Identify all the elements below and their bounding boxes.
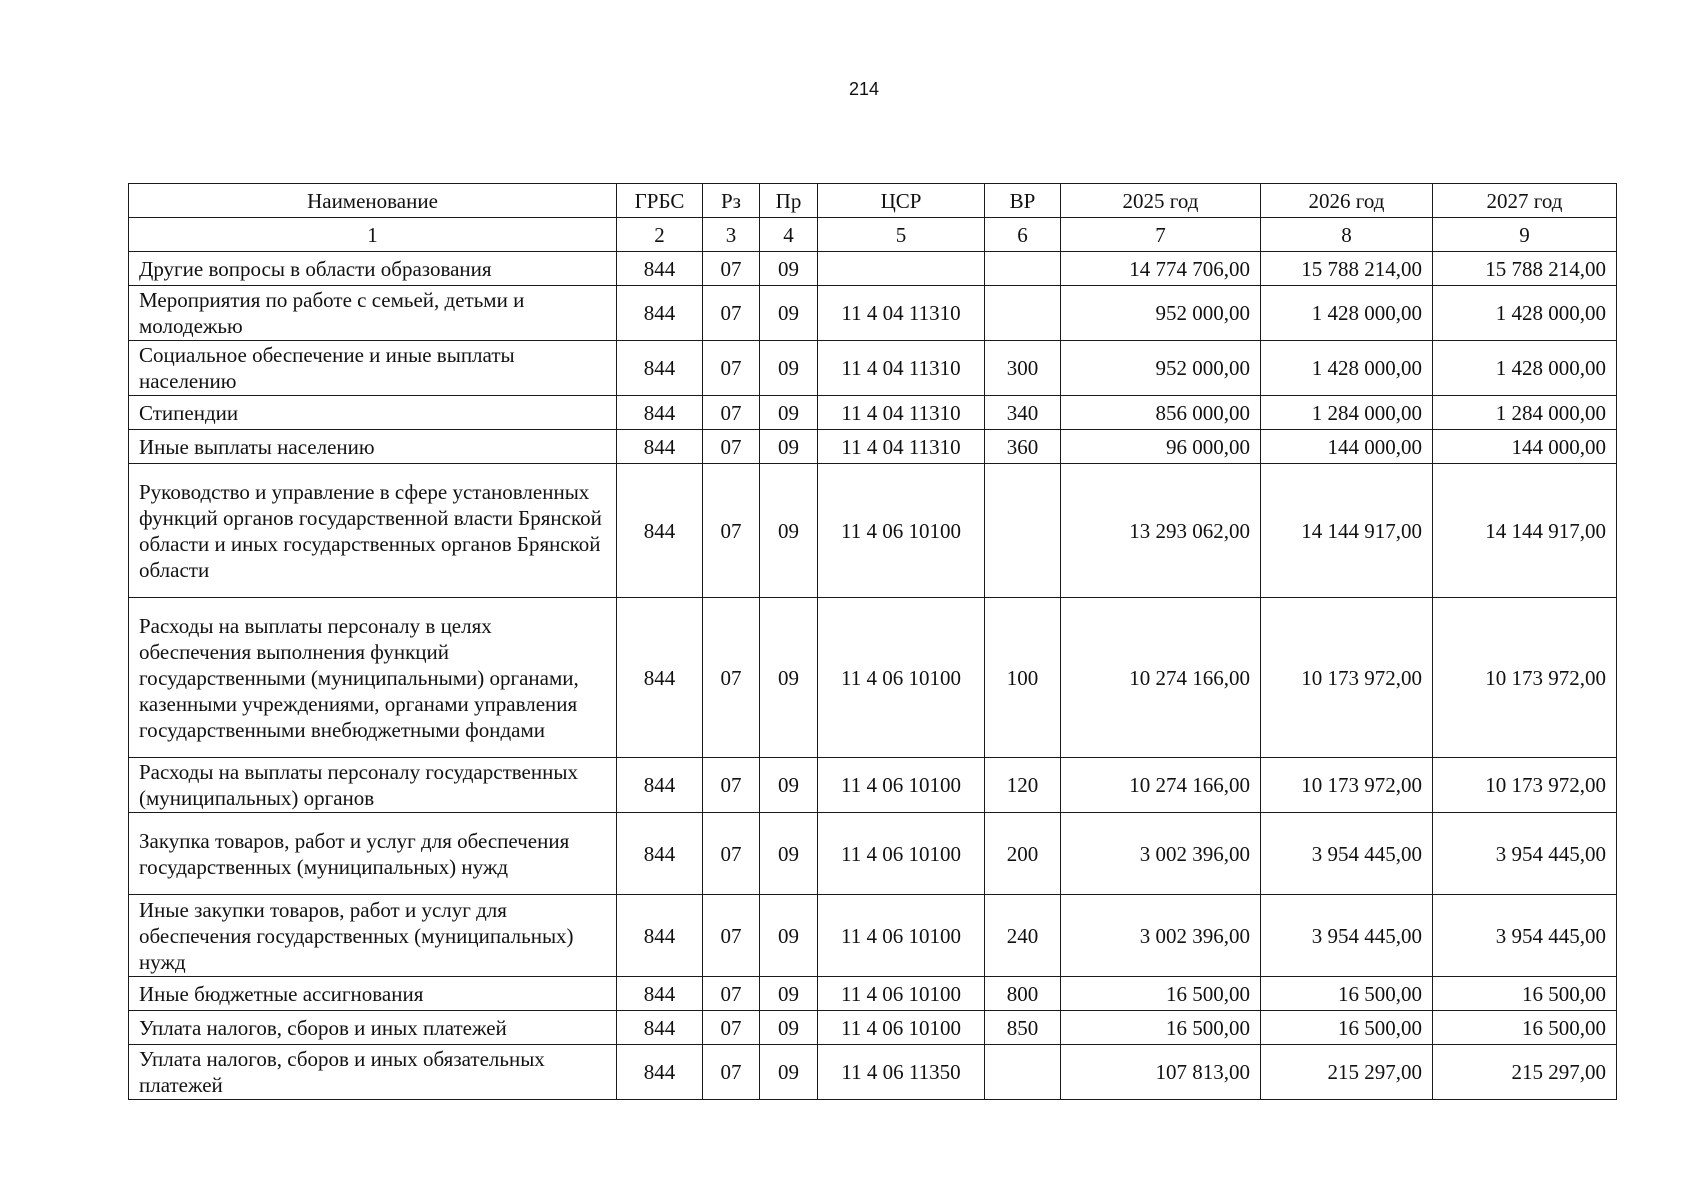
- table-row: [129, 1011, 1617, 1045]
- grbs-cell: 844: [617, 430, 703, 464]
- amount-2026-cell: 3 954 445,00: [1261, 895, 1433, 977]
- row-name-cell: Расходы на выплаты персоналу в целях обеспечения выполнения функций государственными (муниципальными) органами, казенными учреждениями, органами управления государственными внебюджетными фондами: [129, 598, 617, 758]
- table-row: [129, 430, 1617, 464]
- amount-2025-cell: 96 000,00: [1061, 430, 1261, 464]
- amount-2025-cell: 13 293 062,00: [1061, 464, 1261, 598]
- csr-cell: 11 4 06 10100: [818, 813, 985, 895]
- csr-cell: 11 4 06 10100: [818, 464, 985, 598]
- csr-cell: 11 4 06 10100: [818, 758, 985, 813]
- amount-2027-cell: 215 297,00: [1433, 1045, 1617, 1100]
- header-vr: ВР: [985, 184, 1061, 218]
- amount-2025-cell: 16 500,00: [1061, 977, 1261, 1011]
- column-number: 3: [703, 218, 760, 252]
- amount-2026-cell: 144 000,00: [1261, 430, 1433, 464]
- table-header-row: [129, 184, 1617, 218]
- row-name-cell: Стипендии: [129, 396, 617, 430]
- row-name-cell: Уплата налогов, сборов и иных обязательных платежей: [129, 1045, 617, 1100]
- rz-cell: 07: [703, 1011, 760, 1045]
- table-row: [129, 396, 1617, 430]
- amount-2026-cell: 16 500,00: [1261, 1011, 1433, 1045]
- header-name: Наименование: [129, 184, 617, 218]
- pr-cell: 09: [760, 977, 818, 1011]
- vr-cell: 850: [985, 1011, 1061, 1045]
- rz-cell: 07: [703, 430, 760, 464]
- column-number: 2: [617, 218, 703, 252]
- pr-cell: 09: [760, 341, 818, 396]
- csr-cell: 11 4 04 11310: [818, 286, 985, 341]
- amount-2027-cell: 14 144 917,00: [1433, 464, 1617, 598]
- vr-cell: [985, 252, 1061, 286]
- grbs-cell: 844: [617, 396, 703, 430]
- row-name-cell: Другие вопросы в области образования: [129, 252, 617, 286]
- amount-2026-cell: 215 297,00: [1261, 1045, 1433, 1100]
- row-name-cell: Закупка товаров, работ и услуг для обеспечения государственных (муниципальных) нужд: [129, 813, 617, 895]
- pr-cell: 09: [760, 286, 818, 341]
- row-name-cell: Иные бюджетные ассигнования: [129, 977, 617, 1011]
- amount-2027-cell: 10 173 972,00: [1433, 758, 1617, 813]
- rz-cell: 07: [703, 464, 760, 598]
- amount-2027-cell: 15 788 214,00: [1433, 252, 1617, 286]
- amount-2026-cell: 10 173 972,00: [1261, 598, 1433, 758]
- amount-2025-cell: 10 274 166,00: [1061, 758, 1261, 813]
- table-row: [129, 598, 1617, 758]
- amount-2027-cell: 3 954 445,00: [1433, 813, 1617, 895]
- vr-cell: 100: [985, 598, 1061, 758]
- row-name-cell: Иные выплаты населению: [129, 430, 617, 464]
- pr-cell: 09: [760, 252, 818, 286]
- grbs-cell: 844: [617, 895, 703, 977]
- pr-cell: 09: [760, 598, 818, 758]
- csr-cell: 11 4 04 11310: [818, 396, 985, 430]
- amount-2025-cell: 107 813,00: [1061, 1045, 1261, 1100]
- pr-cell: 09: [760, 430, 818, 464]
- rz-cell: 07: [703, 252, 760, 286]
- amount-2025-cell: 3 002 396,00: [1061, 895, 1261, 977]
- rz-cell: 07: [703, 813, 760, 895]
- amount-2027-cell: 16 500,00: [1433, 977, 1617, 1011]
- amount-2025-cell: 952 000,00: [1061, 286, 1261, 341]
- amount-2026-cell: 16 500,00: [1261, 977, 1433, 1011]
- table-row: [129, 977, 1617, 1011]
- rz-cell: 07: [703, 396, 760, 430]
- amount-2025-cell: 10 274 166,00: [1061, 598, 1261, 758]
- rz-cell: 07: [703, 895, 760, 977]
- header-2026: 2026 год: [1261, 184, 1433, 218]
- table-row: [129, 758, 1617, 813]
- grbs-cell: 844: [617, 813, 703, 895]
- grbs-cell: 844: [617, 341, 703, 396]
- pr-cell: 09: [760, 1045, 818, 1100]
- header-rz: Рз: [703, 184, 760, 218]
- page-number: 214: [848, 79, 880, 99]
- pr-cell: 09: [760, 1011, 818, 1045]
- column-number-row: [129, 218, 1617, 252]
- table-row: [129, 1045, 1617, 1100]
- amount-2026-cell: 15 788 214,00: [1261, 252, 1433, 286]
- table-row: [129, 341, 1617, 396]
- column-number: 5: [818, 218, 985, 252]
- column-number: 1: [129, 218, 617, 252]
- vr-cell: [985, 464, 1061, 598]
- column-number: 4: [760, 218, 818, 252]
- amount-2025-cell: 952 000,00: [1061, 341, 1261, 396]
- row-name-cell: Мероприятия по работе с семьей, детьми и молодежью: [129, 286, 617, 341]
- amount-2026-cell: 1 428 000,00: [1261, 341, 1433, 396]
- grbs-cell: 844: [617, 464, 703, 598]
- table-row: [129, 813, 1617, 895]
- csr-cell: 11 4 04 11310: [818, 430, 985, 464]
- row-name-cell: Социальное обеспечение и иные выплаты населению: [129, 341, 617, 396]
- rz-cell: 07: [703, 598, 760, 758]
- amount-2026-cell: 3 954 445,00: [1261, 813, 1433, 895]
- grbs-cell: 844: [617, 977, 703, 1011]
- column-number: 7: [1061, 218, 1261, 252]
- row-name-cell: Уплата налогов, сборов и иных платежей: [129, 1011, 617, 1045]
- amount-2026-cell: 14 144 917,00: [1261, 464, 1433, 598]
- header-2025: 2025 год: [1061, 184, 1261, 218]
- amount-2027-cell: 3 954 445,00: [1433, 895, 1617, 977]
- vr-cell: 120: [985, 758, 1061, 813]
- grbs-cell: 844: [617, 598, 703, 758]
- csr-cell: 11 4 06 11350: [818, 1045, 985, 1100]
- amount-2027-cell: 16 500,00: [1433, 1011, 1617, 1045]
- vr-cell: [985, 286, 1061, 341]
- pr-cell: 09: [760, 464, 818, 598]
- rz-cell: 07: [703, 977, 760, 1011]
- table-row: [129, 252, 1617, 286]
- csr-cell: 11 4 06 10100: [818, 598, 985, 758]
- pr-cell: 09: [760, 758, 818, 813]
- grbs-cell: 844: [617, 252, 703, 286]
- amount-2027-cell: 1 428 000,00: [1433, 341, 1617, 396]
- rz-cell: 07: [703, 758, 760, 813]
- header-2027: 2027 год: [1433, 184, 1617, 218]
- vr-cell: 240: [985, 895, 1061, 977]
- vr-cell: [985, 1045, 1061, 1100]
- amount-2027-cell: 144 000,00: [1433, 430, 1617, 464]
- pr-cell: 09: [760, 813, 818, 895]
- column-number: 8: [1261, 218, 1433, 252]
- column-number: 9: [1433, 218, 1617, 252]
- header-pr: Пр: [760, 184, 818, 218]
- row-name-cell: Расходы на выплаты персоналу государственных (муниципальных) органов: [129, 758, 617, 813]
- amount-2025-cell: 3 002 396,00: [1061, 813, 1261, 895]
- vr-cell: 360: [985, 430, 1061, 464]
- vr-cell: 200: [985, 813, 1061, 895]
- vr-cell: 800: [985, 977, 1061, 1011]
- amount-2026-cell: 10 173 972,00: [1261, 758, 1433, 813]
- amount-2025-cell: 14 774 706,00: [1061, 252, 1261, 286]
- grbs-cell: 844: [617, 286, 703, 341]
- rz-cell: 07: [703, 286, 760, 341]
- csr-cell: 11 4 06 10100: [818, 977, 985, 1011]
- vr-cell: 340: [985, 396, 1061, 430]
- vr-cell: 300: [985, 341, 1061, 396]
- header-grbs: ГРБС: [617, 184, 703, 218]
- budget-table: [128, 183, 1617, 1100]
- amount-2027-cell: 1 428 000,00: [1433, 286, 1617, 341]
- table-body: [129, 184, 1617, 1100]
- pr-cell: 09: [760, 396, 818, 430]
- amount-2026-cell: 1 428 000,00: [1261, 286, 1433, 341]
- rz-cell: 07: [703, 341, 760, 396]
- amount-2025-cell: 16 500,00: [1061, 1011, 1261, 1045]
- amount-2027-cell: 1 284 000,00: [1433, 396, 1617, 430]
- row-name-cell: Иные закупки товаров, работ и услуг для обеспечения государственных (муниципальных) нужд: [129, 895, 617, 977]
- csr-cell: 11 4 06 10100: [818, 895, 985, 977]
- table-row: [129, 895, 1617, 977]
- row-name-cell: Руководство и управление в сфере установленных функций органов государственной власти Брянской области и иных государственных органов Брянской области: [129, 464, 617, 598]
- table-row: [129, 464, 1617, 598]
- amount-2027-cell: 10 173 972,00: [1433, 598, 1617, 758]
- grbs-cell: 844: [617, 1045, 703, 1100]
- rz-cell: 07: [703, 1045, 760, 1100]
- csr-cell: [818, 252, 985, 286]
- amount-2025-cell: 856 000,00: [1061, 396, 1261, 430]
- csr-cell: 11 4 04 11310: [818, 341, 985, 396]
- table-row: [129, 286, 1617, 341]
- amount-2026-cell: 1 284 000,00: [1261, 396, 1433, 430]
- column-number: 6: [985, 218, 1061, 252]
- header-csr: ЦСР: [818, 184, 985, 218]
- pr-cell: 09: [760, 895, 818, 977]
- grbs-cell: 844: [617, 1011, 703, 1045]
- grbs-cell: 844: [617, 758, 703, 813]
- csr-cell: 11 4 06 10100: [818, 1011, 985, 1045]
